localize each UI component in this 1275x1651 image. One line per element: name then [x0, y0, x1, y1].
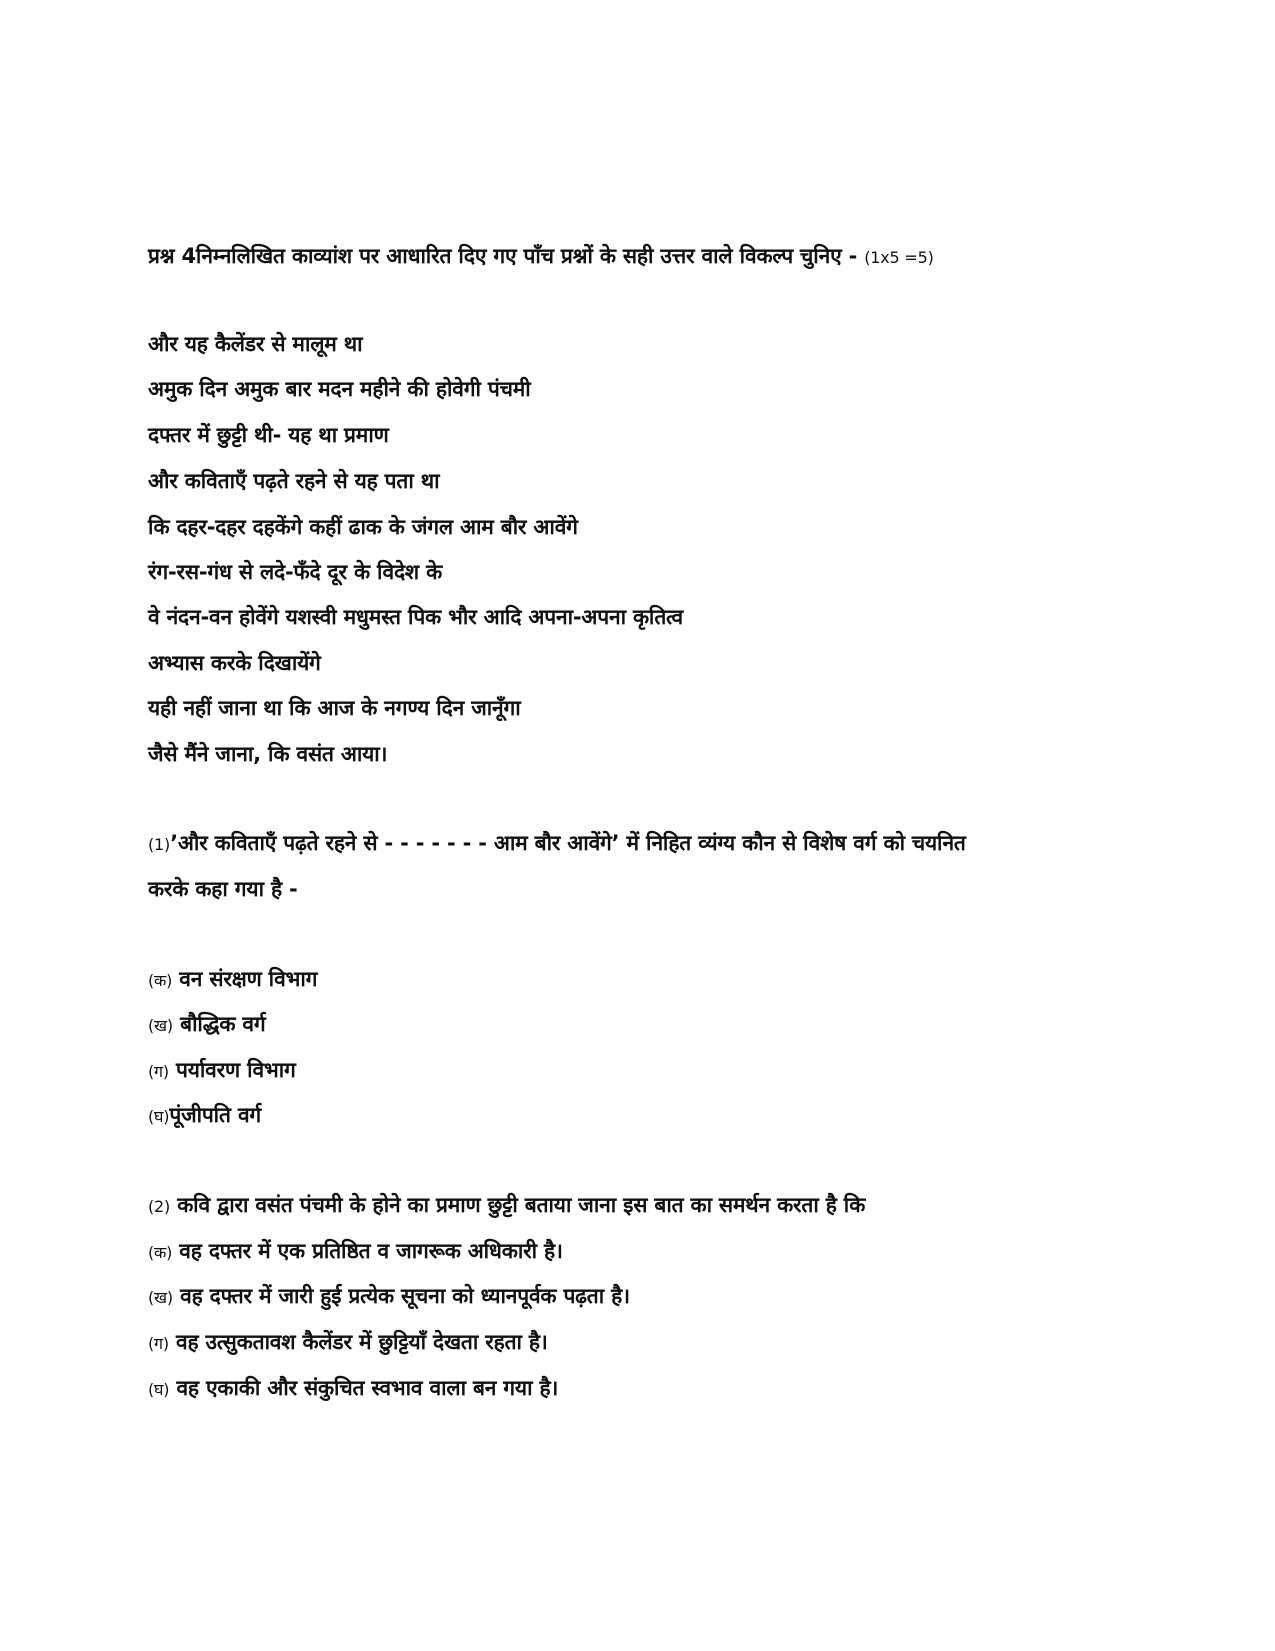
option-text: बौद्धिक वर्ग: [172, 1012, 266, 1036]
poem-line: यही नहीं जाना था कि आज के नगण्य दिन जानूँगा: [148, 696, 521, 720]
question-1-number: (1): [148, 835, 171, 854]
poem-line: और कविताएँ पढ़ते रहने से यह पता था: [148, 469, 440, 493]
question-1-text: ’और कविताएँ पढ़ते रहने से - - - - - - - आम बौर आवेंगे’ में निहित व्यंग्य कौन से विशेष वर्ग को चयनित: [170, 831, 966, 855]
question-marks: (1x5 =5): [864, 248, 934, 267]
question-2-option-d: [148, 1375, 558, 1403]
option-text: पर्यावरण विभाग: [168, 1058, 296, 1082]
poem-line: जैसे मैंने जाना, कि वसंत आया।: [148, 742, 388, 766]
option-text: वह दफ्तर में एक प्रतिष्ठित व जागरूक अधिकारी है।: [172, 1239, 563, 1263]
option-text: वह उत्सुकतावश कैलेंडर में छुट्टियाँ देखता रहता है।: [168, 1330, 548, 1354]
option-text: वह एकाकी और संकुचित स्वभाव वाला बन गया है।: [169, 1376, 559, 1400]
option-label: (घ): [148, 1380, 170, 1399]
option-label: (ख): [148, 1288, 173, 1307]
question-2-text: कवि द्वारा वसंत पंचमी के होने का प्रमाण छुट्टी बताया जाना इस बात का समर्थन करता है कि: [170, 1193, 866, 1217]
option-text: वह दफ्तर में जारी हुई प्रत्येक सूचना को ध्यानपूर्वक पढ़ता है।: [172, 1284, 630, 1308]
poem-line: वे नंदन-वन होवेंगे यशस्वी मधुमस्त पिक भौर आदि अपना-अपना कृतित्व: [148, 605, 683, 629]
question-1-line-1: [148, 830, 966, 858]
question-1-option-b: [148, 1011, 265, 1039]
option-label: (ग): [148, 1334, 169, 1353]
option-label: (क): [148, 1243, 173, 1262]
question-heading: [148, 243, 934, 271]
question-heading-text: प्रश्न 4निम्नलिखित काव्यांश पर आधारित दिए गए पाँच प्रश्नों के सही उत्तर वाले विकल्प चुनिए -: [148, 244, 865, 268]
question-1-line-2: करके कहा गया है -: [148, 877, 298, 901]
poem-line: कि दहर-दहर दहकेंगे कहीं ढाक के जंगल आम बौर आवेंगे: [148, 515, 578, 539]
option-label: (घ): [148, 1107, 170, 1126]
poem-line: अमुक दिन अमुक बार मदन महीने की होवेगी पंचमी: [148, 377, 531, 401]
option-label: (ग): [148, 1062, 169, 1081]
option-label: (क): [148, 971, 173, 990]
poem-line: रंग-रस-गंध से लदे-फँदे दूर के विदेश के: [148, 560, 443, 584]
option-text: पूंजीपति वर्ग: [169, 1103, 262, 1127]
question-1-option-a: [148, 966, 317, 994]
question-1-option-c: [148, 1057, 296, 1085]
question-2-option-a: [148, 1238, 563, 1266]
poem-line: अभ्यास करके दिखायेंगे: [148, 651, 321, 675]
question-2-number: (2): [148, 1197, 171, 1216]
option-text: वन संरक्षण विभाग: [172, 967, 318, 991]
question-2-option-b: [148, 1283, 630, 1311]
option-label: (ख): [148, 1016, 173, 1035]
poem-line: दफ्तर में छुट्टी थी- यह था प्रमाण: [148, 423, 389, 447]
question-1-option-d: [148, 1102, 261, 1130]
question-2-option-c: [148, 1329, 548, 1357]
poem-line: और यह कैलेंडर से मालूम था: [148, 332, 363, 356]
question-2-text-line: [148, 1192, 865, 1220]
